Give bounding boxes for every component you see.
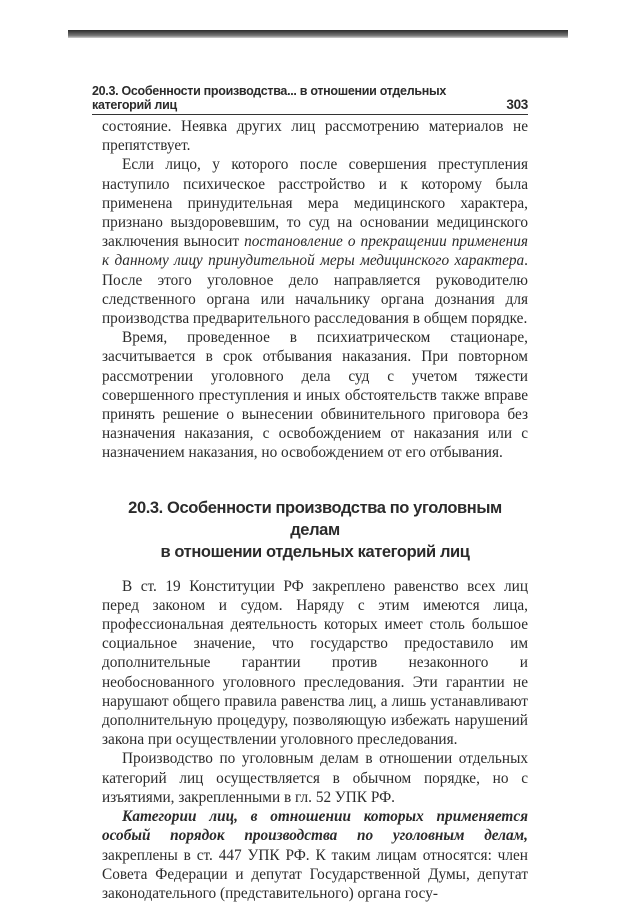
paragraph-recovery [102,155,528,328]
page-number: 303 [506,97,528,112]
running-head-title: 20.3. Особенности производства... в отношении отдельных категорий лиц [92,84,446,112]
section-heading [102,497,528,563]
paragraph-continuation: состояние. Неявка других лиц рассмотрению материалов не препятствует. [102,118,528,155]
paragraph-categories [102,807,528,903]
paragraph-procedure: Производство по уголовным делам в отношении отдельных категорий лиц осуществляется в обычном порядке, но с изъятиями, закрепленными в гл. 52 УПК РФ. [102,750,528,806]
section-heading-line: в отношении отдельных категорий лиц [160,542,470,561]
book-page [92,84,528,903]
paragraph-text: . После этого уголовное дело направляется руководителю следственного органа или начальнику органа дознания для производства предварительного расследования в общем порядке. [102,252,528,328]
paragraph-constitution: В ст. 19 Конституции РФ закреплено равенство всех лиц перед законом и судом. Наряду с этим имеются лица, профессиональная деятельность которых имеет столь большое социальное значение, что государство предоставило им дополнительные гарантии против незаконного и необоснованного уголовного преследования. Эти гарантии не нарушают общего правила равенства лиц, а лишь устанавливают дополнительную процедуру, позволяющую избежать нарушений закона при осуществлении уголовного преследования. [102,577,528,749]
section-heading-line: 20.3. Особенности производства по уголовным делам [128,498,502,539]
paragraph-text: Если лицо, у которого после совершения преступления наступило психическое расстройство и к которому была применена принудительная мера медицинского характера, признано выздоровевшим, то суд на основании медицинского заключения выносит [102,156,528,251]
running-head [92,84,528,115]
section-body [102,577,528,903]
paragraph-time-served: Время, проведенное в психиатрическом стационаре, засчитывается в срок отбывания наказания. При повторном рассмотрении уголовного дела суд с учетом тяжести совершенного преступления и иных обстоятельств также вправе принять решение о вынесении обвинительного приговора без назначения наказания, с освобождением от наказания или с назначением наказания, но освобождением от его отбывания. [102,329,528,462]
scan-edge-shadow [68,30,568,38]
paragraph-text: закреплены в ст. 447 УПК РФ. К таким лицам относятся: член Совета Федерации и депутат Государственной Думы, депутат законодательного (представительного) органа госу- [102,846,528,902]
body-text [102,117,528,463]
bold-italic-text: Категории лиц, в отношении которых применяется особый порядок производства по уголовным делам, [102,808,528,845]
emphasis-text: постановление о прекращении применения к данному лицу принудительной меры медицинского характера [102,233,528,270]
